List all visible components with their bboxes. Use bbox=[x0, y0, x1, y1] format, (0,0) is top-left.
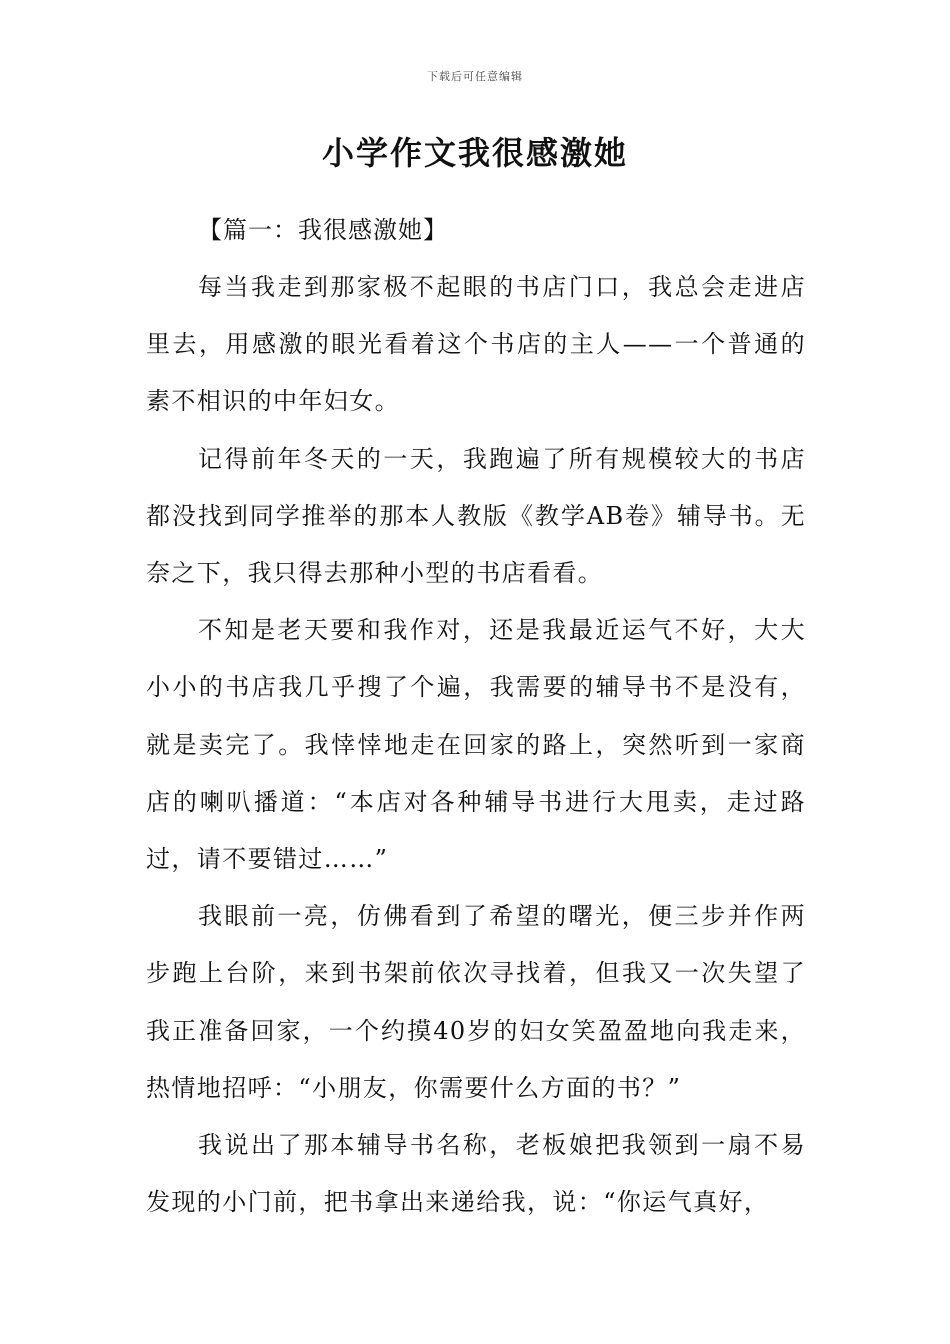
paragraph-3: 不知是老天要和我作对，还是我最近运气不好，大大小小的书店我几乎搜了个遍，我需要的辅导书不是没有，就是卖完了。我悻悻地走在回家的路上，突然听到一家商店的喇叭播道：“本店对各种辅导书进行大甩卖，走过路过，请不要错过……” bbox=[146, 616, 806, 874]
paragraph-2: 记得前年冬天的一天，我跑遍了所有规模较大的书店都没找到同学推举的那本人教版《教学AB卷》辅导书。无奈之下，我只得去那种小型的书店看看。 bbox=[146, 444, 806, 588]
section-label: 【篇一：我很感激她】 bbox=[198, 216, 448, 244]
document-body bbox=[146, 201, 806, 1231]
document-title: 小学作文我很感激她 bbox=[321, 134, 628, 172]
header-note: 下载后可任意编辑 bbox=[427, 70, 523, 83]
paragraph-5: 我说出了那本辅导书名称，老板娘把我领到一扇不易发现的小门前，把书拿出来递给我，说：“你运气真好， bbox=[146, 1131, 806, 1217]
paragraph-1: 每当我走到那家极不起眼的书店门口，我总会走进店里去，用感激的眼光看着这个书店的主人——一个普通的素不相识的中年妇女。 bbox=[146, 273, 806, 416]
paragraph-4: 我眼前一亮，仿佛看到了希望的曙光，便三步并作两步跑上台阶，来到书架前依次寻找着，但我又一次失望了我正准备回家，一个约摸40岁的妇女笑盈盈地向我走来，热情地招呼：“小朋友，你需要什么方面的书？” bbox=[146, 902, 806, 1102]
